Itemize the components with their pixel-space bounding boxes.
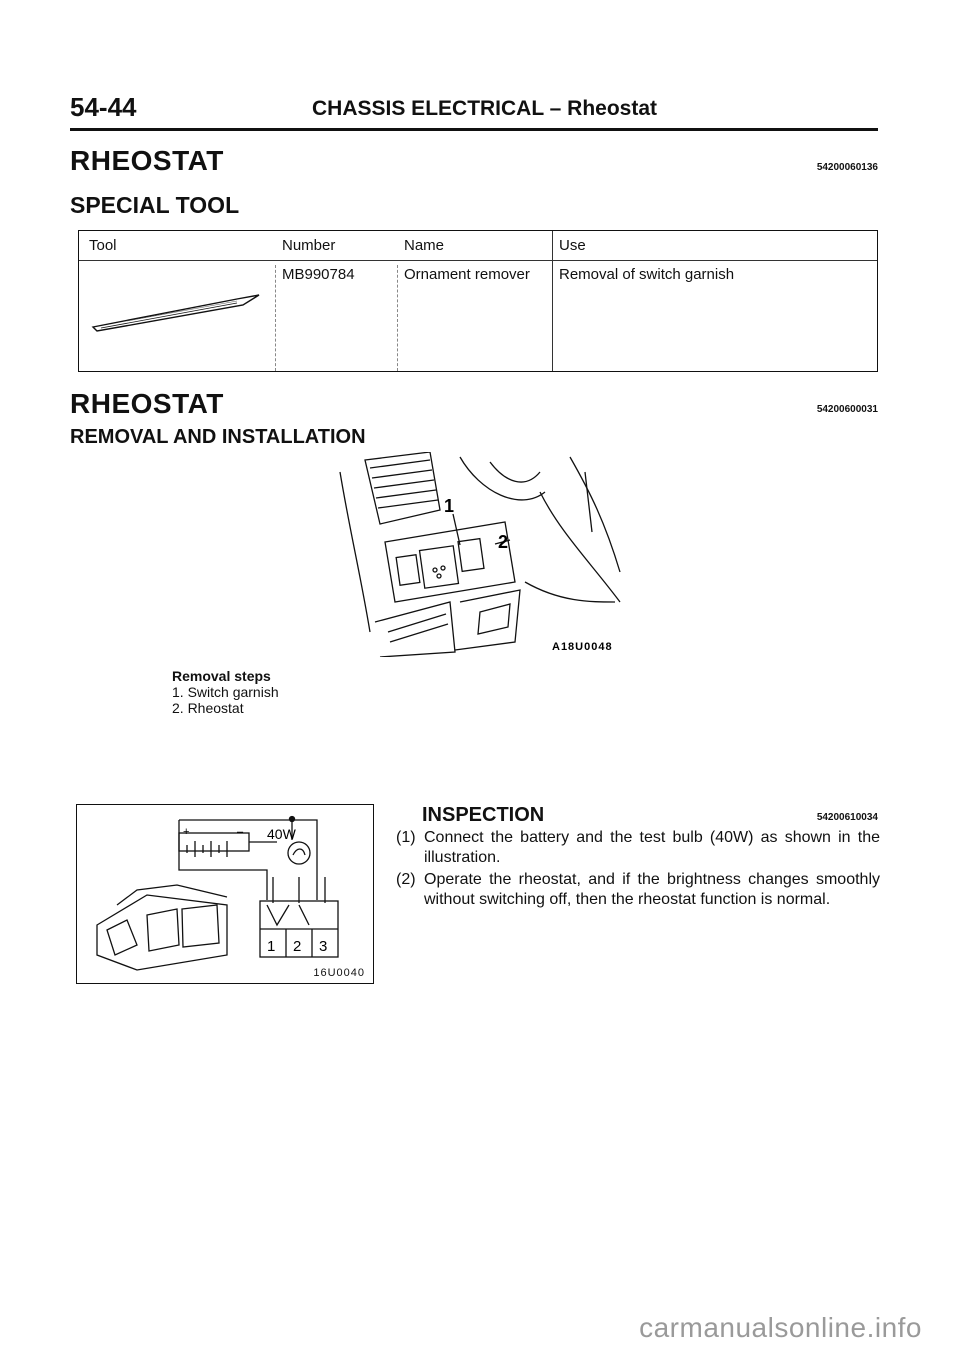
inspection-step-text: Connect the battery and the test bulb (40W) as shown in the illustration. [424, 829, 880, 866]
inspection-title: INSPECTION [422, 804, 545, 826]
removal-step-item: 1. Switch garnish [172, 684, 279, 700]
rheostat-test-circuit-illustration [77, 805, 373, 983]
table-header-name: Name [404, 237, 445, 254]
table-column-divider-dashed [397, 265, 398, 371]
inspection-step [396, 870, 880, 910]
figure-code-a18u0048: A18U0048 [552, 641, 613, 653]
table-cell-name: Ornament remover [404, 266, 530, 283]
inspection-step-number: (1) [396, 829, 416, 846]
section-subtitle-special-tool: SPECIAL TOOL [70, 192, 240, 218]
section-title-rheostat-2: RHEOSTAT [70, 388, 224, 419]
switch-garnish-removal-illustration [330, 452, 630, 657]
table-cell-number: MB990784 [282, 266, 355, 283]
inspection-step [396, 828, 880, 868]
battery-minus: – [237, 826, 244, 838]
removal-step-item: 2. Rheostat [172, 700, 244, 716]
table-column-divider-dashed [275, 265, 276, 371]
removal-steps-title: Removal steps [172, 668, 271, 684]
table-cell-use: Removal of switch garnish [559, 266, 735, 283]
table-header-tool: Tool [89, 237, 117, 254]
inspection-ref-code: 54200610034 [816, 812, 878, 823]
battery-plus: + [183, 826, 190, 838]
special-tool-table [78, 230, 878, 372]
section-subtitle-removal-installation: REMOVAL AND INSTALLATION [70, 426, 366, 448]
inspection-steps [396, 828, 880, 912]
ornament-remover-tool-illustration [87, 275, 267, 335]
callout-1: 1 [444, 496, 455, 516]
terminal-2: 2 [293, 938, 302, 955]
table-header-use: Use [559, 237, 586, 254]
terminal-3: 3 [319, 938, 328, 955]
bulb-wattage: 40W [267, 826, 296, 842]
table-header-number: Number [282, 237, 336, 254]
section-ref-code-2: 54200600031 [816, 404, 878, 415]
header-title: CHASSIS ELECTRICAL – Rheostat [312, 97, 657, 120]
page-number: 54-44 [70, 92, 137, 122]
section-ref-code: 54200060136 [816, 162, 878, 173]
table-column-divider [552, 231, 553, 371]
section-title-rheostat: RHEOSTAT [70, 145, 224, 176]
terminal-1: 1 [267, 938, 276, 955]
watermark-link[interactable]: carmanualsonline.info [639, 1312, 922, 1343]
table-header-divider [79, 260, 877, 261]
figure-code-16u0040: 16U0040 [313, 967, 365, 979]
inspection-step-text: Operate the rheostat, and if the brightness changes smoothly without switching off, then the rheostat function is normal. [424, 871, 880, 908]
removal-steps [172, 668, 279, 716]
header-rule [70, 128, 878, 131]
inspection-circuit-figure [76, 804, 374, 984]
inspection-step-number: (2) [396, 871, 416, 888]
callout-2: 2 [498, 532, 509, 552]
